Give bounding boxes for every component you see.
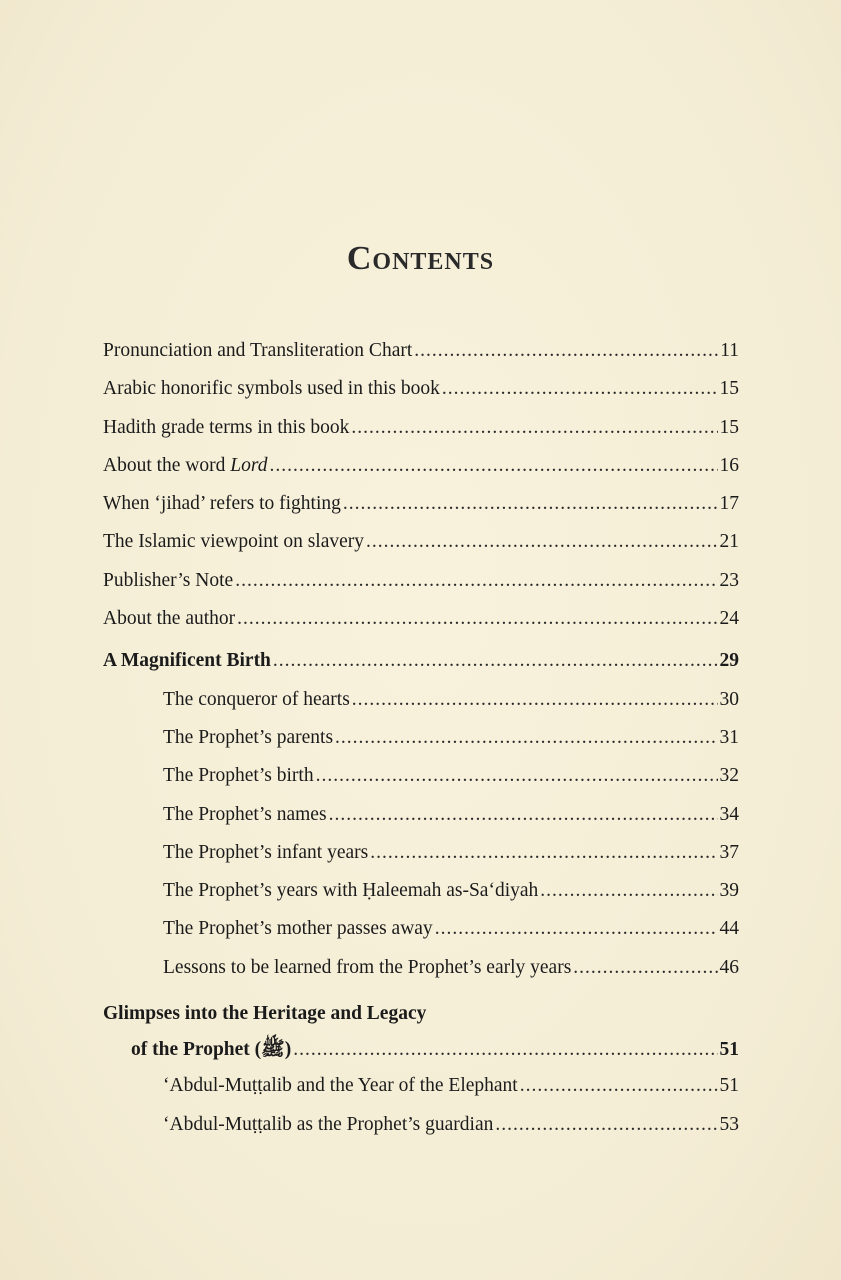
dot-leader xyxy=(495,1114,717,1136)
dot-leader xyxy=(442,378,718,400)
toc-entry[interactable] xyxy=(103,570,739,608)
toc-entry-label: The Prophet’s parents xyxy=(163,726,334,748)
toc-entry-label: Arabic honorific symbols used in this book xyxy=(103,378,440,400)
toc-entry-label: The Prophet’s infant years xyxy=(163,841,369,863)
toc-entry-label: Hadith grade terms in this book xyxy=(103,416,350,438)
toc-entry-label: Pronunciation and Transliteration Chart xyxy=(103,340,413,361)
toc-entry-label: The Prophet’s birth xyxy=(163,765,314,787)
toc-subentry[interactable] xyxy=(103,727,739,765)
toc-entry-label: Lessons to be learned from the Prophet’s early years xyxy=(163,956,572,978)
dot-leader xyxy=(366,531,717,553)
table-of-contents xyxy=(103,340,739,1152)
toc-entry[interactable] xyxy=(103,417,739,455)
toc-chapter-heading-line1[interactable]: Glimpses into the Heritage and Legacy xyxy=(103,1003,427,1025)
toc-entry-page: 37 xyxy=(719,841,739,863)
toc-entry-label xyxy=(103,455,268,477)
toc-subentry[interactable] xyxy=(103,804,739,842)
dot-leader xyxy=(293,1039,717,1061)
toc-entry-page: 15 xyxy=(719,416,739,438)
toc-entry[interactable] xyxy=(103,455,739,493)
toc-entry-page: 11 xyxy=(720,340,739,361)
toc-entry-label: The Prophet’s years with Ḥaleemah as-Sa‘diyah xyxy=(163,880,539,902)
toc-entry-page: 51 xyxy=(719,1039,739,1061)
dot-leader xyxy=(329,804,718,826)
toc-entry-label: ‘Abdul-Muṭṭalib as the Prophet’s guardian xyxy=(163,1113,494,1135)
dot-leader xyxy=(370,842,717,864)
dot-leader xyxy=(351,417,717,439)
toc-entry-page: 46 xyxy=(719,956,739,978)
dot-leader xyxy=(520,1075,718,1097)
toc-entry-page: 16 xyxy=(719,454,739,476)
toc-chapter[interactable] xyxy=(103,1037,739,1075)
toc-entry-label: The conqueror of hearts xyxy=(163,688,350,710)
dot-leader xyxy=(270,455,718,477)
toc-chapter[interactable] xyxy=(103,650,739,688)
toc-entry-page: 24 xyxy=(719,608,739,630)
toc-chapter-label: of the Prophet (ﷺ) xyxy=(131,1039,292,1061)
toc-entry-page: 44 xyxy=(719,918,739,940)
toc-entry-page: 53 xyxy=(719,1113,739,1135)
toc-subentry[interactable] xyxy=(103,1075,739,1113)
toc-entry-page: 34 xyxy=(719,803,739,825)
dot-leader xyxy=(335,727,717,749)
dot-leader xyxy=(235,570,717,592)
toc-entry-label: The Prophet’s mother passes away xyxy=(163,918,433,940)
toc-entry-label: Publisher’s Note xyxy=(103,569,234,591)
toc-entry-label: The Prophet’s names xyxy=(163,803,327,825)
dot-leader xyxy=(316,765,718,787)
toc-entry[interactable] xyxy=(103,378,739,416)
page-title: Contents xyxy=(346,240,495,277)
toc-chapter-label: A Magnificent Birth xyxy=(103,650,271,672)
dot-leader xyxy=(540,880,717,902)
toc-entry-page: 39 xyxy=(719,880,739,902)
toc-subentry[interactable] xyxy=(103,1114,739,1152)
toc-subentry[interactable] xyxy=(103,918,739,956)
toc-subentry[interactable] xyxy=(103,689,739,727)
toc-entry[interactable] xyxy=(103,531,739,569)
dot-leader xyxy=(273,650,718,672)
toc-entry-page: 31 xyxy=(719,726,739,748)
toc-subentry[interactable] xyxy=(103,765,739,803)
dot-leader xyxy=(343,493,718,515)
toc-entry-page: 29 xyxy=(719,650,739,672)
toc-entry-label: The Islamic viewpoint on slavery xyxy=(103,531,365,553)
toc-entry-page: 23 xyxy=(719,569,739,591)
toc-entry[interactable] xyxy=(103,340,739,378)
toc-subentry[interactable] xyxy=(103,957,739,995)
dot-leader xyxy=(352,689,718,711)
toc-entry-label: When ‘jihad’ refers to fighting xyxy=(103,493,341,515)
toc-entry-label-emphasis: Lord xyxy=(230,454,268,476)
toc-subentry[interactable] xyxy=(103,880,739,918)
toc-entry[interactable] xyxy=(103,608,739,646)
toc-entry[interactable] xyxy=(103,493,739,531)
toc-entry-page: 15 xyxy=(719,378,739,400)
toc-subentry[interactable] xyxy=(103,842,739,880)
dot-leader xyxy=(435,918,718,940)
toc-entry-page: 51 xyxy=(719,1075,739,1097)
dot-leader xyxy=(573,957,717,979)
toc-entry-page: 32 xyxy=(719,765,739,787)
toc-entry-label-prefix: About the word xyxy=(103,454,231,476)
toc-entry-label: ‘Abdul-Muṭṭalib and the Year of the Elephant xyxy=(163,1075,518,1097)
toc-entry-page: 30 xyxy=(719,688,739,710)
dot-leader xyxy=(237,608,717,630)
dot-leader xyxy=(414,340,718,362)
toc-entry-label: About the author xyxy=(103,608,236,630)
toc-entry-page: 17 xyxy=(719,493,739,515)
toc-entry-page: 21 xyxy=(719,531,739,553)
